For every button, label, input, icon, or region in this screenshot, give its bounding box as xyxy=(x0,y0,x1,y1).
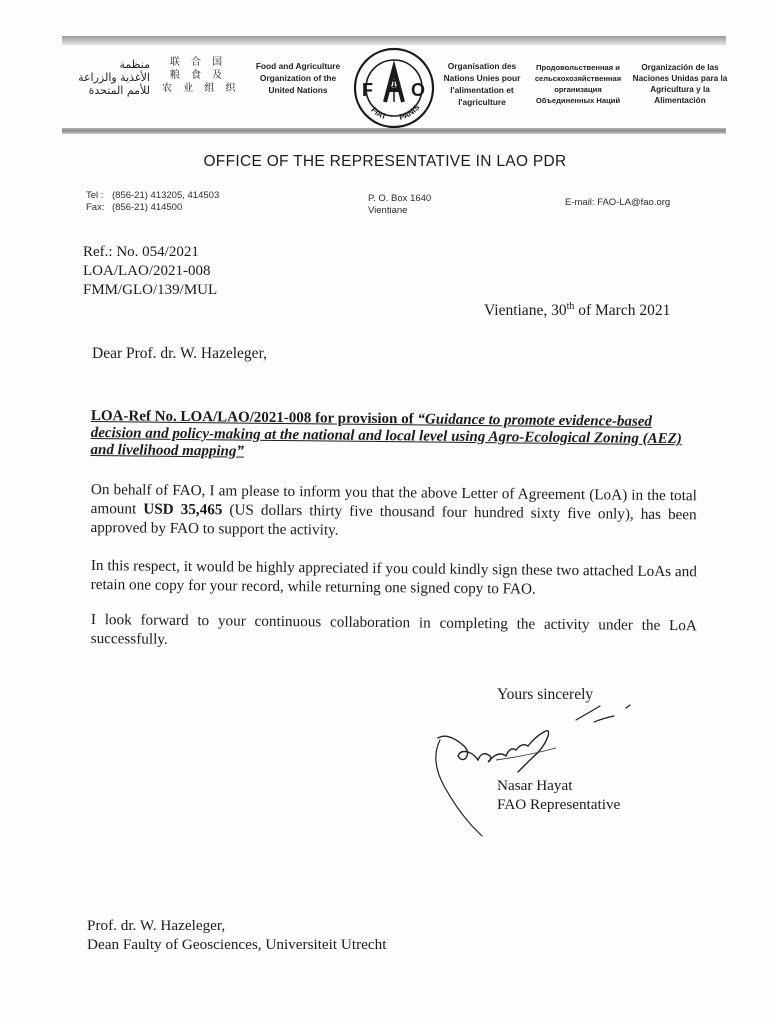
office-title: OFFICE OF THE REPRESENTATIVE IN LAO PDR xyxy=(203,153,567,170)
contact-email[interactable]: E-mail: FAO-LA@fao.org xyxy=(565,197,671,208)
fao-logo-icon xyxy=(352,46,436,130)
letterhead-line: 粮 食 及 xyxy=(169,70,227,81)
letterhead-line: الأغذية والزراعة xyxy=(78,71,150,84)
letterhead-line: Naciones Unidas para la xyxy=(632,74,728,83)
signer-title: FAO Representative xyxy=(497,796,621,813)
recipient-address xyxy=(87,916,386,954)
paragraph-request: In this respect, it would be highly appreciated if you could kindly sign these two attached LoAs and retain one copy for your record, while returning one signed copy to FAO. xyxy=(90,556,697,598)
letterhead-line: Organización de las xyxy=(641,63,719,72)
letterhead-russian xyxy=(526,62,630,106)
po-box: P. O. Box 1640 xyxy=(368,193,432,204)
closing-phrase: Yours sincerely xyxy=(497,686,594,703)
para1-after: (US dollars thirty five thousand four hundred sixty five only), has been approved by FAO to support the activity. xyxy=(90,501,697,539)
reference-block xyxy=(83,243,217,300)
letterhead-line: Alimentación xyxy=(654,96,706,105)
letterhead-line: Продовольственная и xyxy=(536,63,620,72)
letterhead-line: организация xyxy=(554,85,602,94)
letterhead-line: l'alimentation et xyxy=(450,85,514,95)
date-suffix: of March 2021 xyxy=(574,302,671,320)
ref-line: Ref.: No. 054/2021 xyxy=(83,244,199,260)
signature-icon xyxy=(426,700,646,840)
signer-block xyxy=(497,776,620,814)
fax-label: Fax: xyxy=(86,202,105,213)
letterhead-line: 农 业 组 织 xyxy=(162,83,240,94)
fax-number: (856-21) 414500 xyxy=(112,202,183,213)
letterhead-line: сельскохозяйственная xyxy=(534,74,622,83)
subject-line xyxy=(90,408,695,465)
letterhead-line: للأمم المتحدة xyxy=(88,84,150,97)
logo-letter-f: F xyxy=(362,80,373,100)
header-rule-top xyxy=(62,36,726,45)
letterhead-chinese xyxy=(162,56,240,95)
recipient-name: Prof. dr. W. Hazeleger, xyxy=(87,917,226,934)
logo-letter-o: O xyxy=(411,80,426,100)
date-sup: th xyxy=(566,301,575,312)
letterhead-english xyxy=(248,60,348,96)
contact-postal xyxy=(368,193,431,217)
tel-number: (856-21) 413205, 414503 xyxy=(112,190,220,201)
subject-title: “Guidance to promote evidence-based decision and policy-making at the national and local level using Agro-Ecological Zoning (AEZ) and livelihood mapping” xyxy=(90,411,682,460)
subject-prefix: LOA-Ref No. LOA/LAO/2021-008 for provision of xyxy=(90,408,418,428)
city: Vientiane xyxy=(368,205,408,216)
letterhead-line: Agricultura y la xyxy=(650,85,710,94)
letterhead-line: l'agriculture xyxy=(458,97,506,107)
logo-motto: FIAT xyxy=(369,105,388,122)
paragraph-closing: I look forward to your continuous collaboration in completing the activity under the LoA successfully. xyxy=(90,610,697,648)
letterhead-line: Nations Unies pour xyxy=(443,73,521,83)
letterhead-french xyxy=(440,60,524,108)
letterhead-line: Organization of the xyxy=(259,73,337,83)
logo-motto-2: PANIS xyxy=(398,102,422,122)
letterhead-arabic xyxy=(64,58,150,97)
para1-before: On behalf of FAO, I am please to inform you that the above Letter of Agreement (LoA) in the total amount xyxy=(90,480,697,518)
loa-amount: USD 35,465 xyxy=(143,500,223,519)
letterhead-line: 联 合 国 xyxy=(169,57,227,68)
date-prefix: Vientiane, 30 xyxy=(484,302,567,320)
letterhead-line: Organisation des xyxy=(447,61,517,71)
recipient-title: Dean Faulty of Geosciences, Universiteit Utrecht xyxy=(87,936,387,953)
letterhead-line: Объединенных Наций xyxy=(535,96,621,105)
signer-name: Nasar Hayat xyxy=(497,777,573,794)
ref-line: FMM/GLO/139/MUL xyxy=(83,282,218,298)
letterhead-line: United Nations xyxy=(268,85,328,95)
contact-phone-fax xyxy=(86,190,219,214)
letterhead-spanish xyxy=(632,62,728,106)
letterhead-line: منظمة xyxy=(119,58,150,71)
salutation: Dear Prof. dr. W. Hazeleger, xyxy=(92,345,267,362)
letterhead-line: Food and Agriculture xyxy=(255,61,341,71)
ref-line: LOA/LAO/2021-008 xyxy=(83,263,211,279)
paragraph-approval xyxy=(90,480,697,543)
tel-label: Tel : xyxy=(86,190,104,201)
header-rule-bottom xyxy=(62,128,726,134)
letter-date xyxy=(484,301,670,320)
